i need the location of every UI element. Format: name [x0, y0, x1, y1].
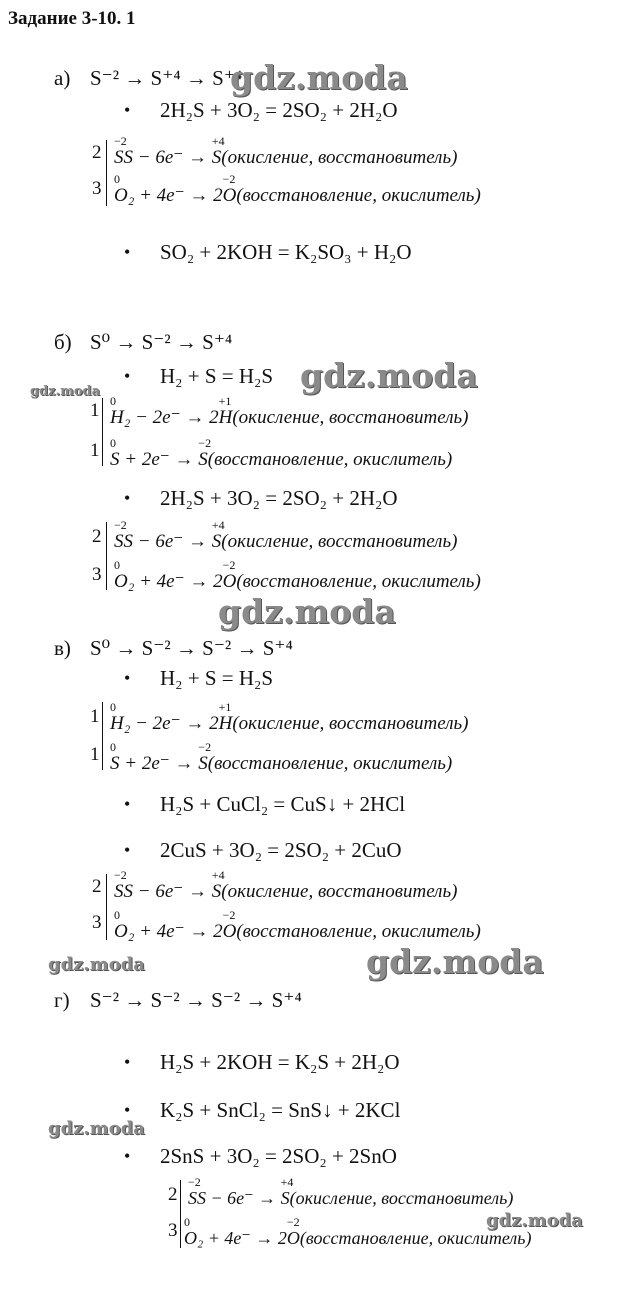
- part-g-equation-1: H₂S + 2KOH = K₂S + 2H₂O: [160, 1050, 400, 1074]
- balance-ion-right: −2 O: [222, 558, 237, 592]
- watermark: gdz.moda: [300, 356, 478, 395]
- part-v-balance-2: 0 S + 2e⁻ → −2 S(восстановление, окислитель): [110, 740, 453, 774]
- part-g-equation-3: 2SnS + 3O₂ = 2SO₂ + 2SnO: [160, 1144, 397, 1168]
- part-a-balance-1: −2 SS − 6e⁻ → +4 S(окисление, восстановитель): [114, 134, 458, 168]
- part-v-equation-3: 2CuS + 3O₂ = 2SO₂ + 2CuO: [160, 838, 402, 862]
- balance-ion-right: −2 O: [222, 908, 237, 942]
- balance-ion-right: +4 S: [211, 868, 225, 902]
- balance-ion-right: −2 S: [198, 436, 212, 470]
- part-b-balance-2: 0 S + 2e⁻ → −2 S(восстановление, окислитель): [110, 436, 453, 470]
- part-v-coef-2: 1: [90, 744, 100, 765]
- balance-ion-right: +4 S: [211, 518, 225, 552]
- part-b-equation-1: H₂ + S = H₂S: [160, 364, 274, 388]
- balance-ion-right: +4 S: [211, 134, 225, 168]
- part-a-coef-1: 2: [92, 142, 102, 163]
- bullet: •: [124, 488, 131, 508]
- part-b-label: б): [54, 330, 72, 354]
- part-v-coef-4: 3: [92, 912, 102, 933]
- bullet: •: [124, 242, 131, 262]
- part-g-coef-1: 2: [168, 1184, 178, 1205]
- part-b-coef-3: 2: [92, 526, 102, 547]
- balance-bar: [106, 522, 107, 590]
- watermark: gdz.moda: [486, 1210, 583, 1231]
- part-g-balance-2: 0 O₂ + 4e⁻ → 2 −2 O(восстановление, окислитель): [184, 1215, 532, 1248]
- bullet: •: [124, 1100, 131, 1120]
- balance-ion-left: −2 S: [188, 1175, 201, 1208]
- bullet: •: [124, 366, 131, 386]
- part-a-equation-1: 2H₂S + 3O₂ = 2SO₂ + 2H₂O: [160, 98, 398, 122]
- balance-ion-right: +1 H: [218, 700, 233, 734]
- part-v-label: в): [54, 636, 71, 660]
- bullet: •: [124, 1052, 131, 1072]
- part-a-coef-2: 3: [92, 178, 102, 199]
- balance-ion-right: −2 O: [222, 172, 237, 206]
- balance-bar: [102, 398, 103, 466]
- part-g-balance-1: −2 SS − 6e⁻ → +4 S(окисление, восстановитель): [188, 1175, 514, 1208]
- bullet: •: [124, 100, 131, 120]
- part-v-balance-4: 0 O₂ + 4e⁻ → 2 −2 O(восстановление, окислитель): [114, 908, 481, 942]
- balance-bar: [180, 1180, 181, 1248]
- part-a-equation-2: SO₂ + 2KOH = K₂SO₃ + H₂O: [160, 240, 412, 264]
- bullet: •: [124, 794, 131, 814]
- balance-ion-left: −2 S: [114, 518, 127, 552]
- balance-bar: [106, 874, 107, 940]
- balance-ion-right: −2 O: [286, 1215, 300, 1248]
- balance-bar: [102, 702, 103, 770]
- part-g-coef-2: 3: [168, 1220, 178, 1241]
- balance-ion-right: −2 S: [198, 740, 212, 774]
- watermark: gdz.moda: [30, 384, 101, 399]
- part-g-equation-2: K₂S + SnCl₂ = SnS↓ + 2KCl: [160, 1098, 401, 1122]
- part-b-balance-1: 0 H₂ − 2e⁻ → 2 +1 H(окисление, восстановитель): [110, 394, 469, 428]
- bullet: •: [124, 840, 131, 860]
- part-b-equation-2: 2H₂S + 3O₂ = 2SO₂ + 2H₂O: [160, 486, 398, 510]
- part-b-coef-2: 1: [90, 440, 100, 461]
- part-v-chain: S⁰ → S⁻² → S⁻² → S⁺⁴: [90, 636, 293, 660]
- watermark: gdz.moda: [48, 954, 145, 975]
- balance-ion-right: +4 S: [280, 1175, 294, 1208]
- part-v-balance-1: 0 H₂ − 2e⁻ → 2 +1 H(окисление, восстановитель): [110, 700, 469, 734]
- part-b-coef-4: 3: [92, 564, 102, 585]
- part-b-balance-4: 0 O₂ + 4e⁻ → 2 −2 O(восстановление, окислитель): [114, 558, 481, 592]
- task-title: Задание 3-10. 1: [8, 8, 136, 29]
- part-a-balance-2: 0 O₂ + 4e⁻ → 2 −2 O(восстановление, окислитель): [114, 172, 481, 206]
- balance-ion-left: −2 S: [114, 134, 127, 168]
- bullet: •: [124, 1146, 131, 1166]
- bullet: •: [124, 668, 131, 688]
- watermark: gdz.moda: [218, 592, 396, 631]
- part-g-chain: S⁻² → S⁻² → S⁻² → S⁺⁴: [90, 988, 302, 1012]
- part-v-balance-3: −2 SS − 6e⁻ → +4 S(окисление, восстановитель): [114, 868, 458, 902]
- part-b-balance-3: −2 SS − 6e⁻ → +4 S(окисление, восстановитель): [114, 518, 458, 552]
- part-g-label: г): [54, 988, 70, 1012]
- part-v-equation-1: H₂ + S = H₂S: [160, 666, 274, 690]
- part-a-label: а): [54, 66, 71, 90]
- watermark: gdz.moda: [366, 942, 544, 981]
- part-b-coef-1: 1: [90, 400, 100, 421]
- part-a-chain: S⁻² → S⁺⁴ → S⁺⁴: [90, 66, 243, 90]
- part-v-coef-3: 2: [92, 876, 102, 897]
- part-v-equation-2: H₂S + CuCl₂ = CuS↓ + 2HCl: [160, 792, 406, 816]
- balance-bar: [106, 140, 107, 206]
- watermark: gdz.moda: [230, 58, 408, 97]
- balance-ion-right: +1 H: [218, 394, 233, 428]
- part-b-chain: S⁰ → S⁻² → S⁺⁴: [90, 330, 233, 354]
- part-v-coef-1: 1: [90, 706, 100, 727]
- watermark: gdz.moda: [48, 1118, 145, 1139]
- balance-ion-left: −2 S: [114, 868, 127, 902]
